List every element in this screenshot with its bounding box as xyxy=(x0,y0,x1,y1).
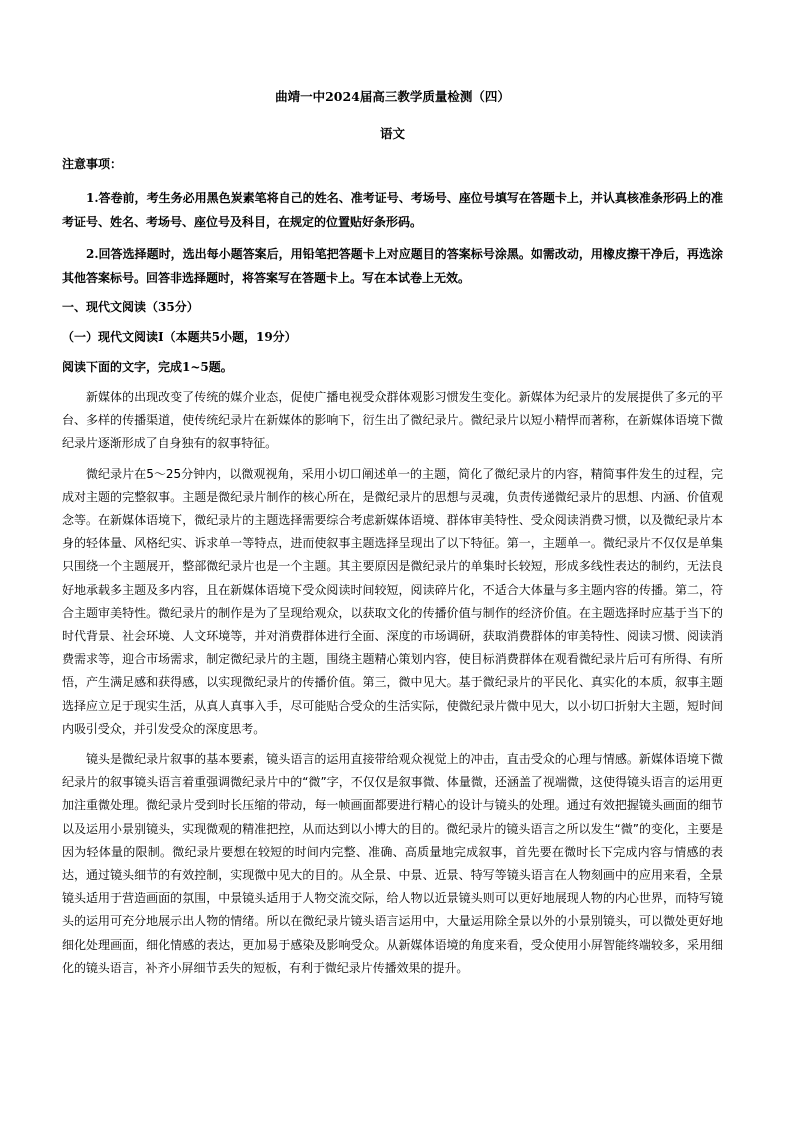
subject-title: 语文 xyxy=(379,126,405,141)
notice-item-1: 1.答卷前，考生务必用黑色炭素笔将自己的姓名、准考证号、考场号、座位号填写在答题卡上，并认真核准条形码上的准考证号、姓名、考场号、座位号及科目，在规定的位置贴好条形码。 xyxy=(62,191,723,229)
notice-item-2: 2.回答选择题时，选出每小题答案后，用铅笔把答题卡上对应题目的答案标号涂黑。如需改动，用橡皮擦干净后，再选涂其他答案标号。回答非选择题时，将答案写在答题卡上。写在本试卷上无效。 xyxy=(62,247,723,285)
article-paragraph: 新媒体的出现改变了传统的媒介业态，促使广播电视受众群体观影习惯发生变化。新媒体为纪录片的发展提供了多元的平台、多样的传播渠道，使传统纪录片在新媒体的影响下，衍生出了微纪录片。微纪录片以短小精悍而著称，在新媒体语境下微纪录片逐渐形成了自身独有的叙事特征。 xyxy=(62,390,723,451)
article-paragraph: 镜头是微纪录片叙事的基本要素，镜头语言的运用直接带给观众视觉上的冲击，直击受众的心理与情感。新媒体语境下微纪录片的叙事镜头语言着重强调微纪录片中的“微”字，不仅仅是叙事微、体量微，还涵盖了视端微，这使得镜头语言的运用更加注重微处理。微纪录片受到时长压缩的带动，每一帧画面都要进行精心的设计与镜头的处理。通过有效把握镜头画面的细节以及运用小景别镜头，实现微观的精准把控，从而达到以小博大的目的。微纪录片的镜头语言之所以发生“微”的变化，主要是因为轻体量的限制。微纪录片要想在较短的时间内完整、准确、高质量地完成叙事，首先要在微时长下完成内容与情感的表达，通过镜头细节的有效控制，实现微中见大的目的。从全景、中景、近景、特写等镜头语言在人物刻画中的应用来看，全景镜头适用于营造画面的氛围，中景镜头适用于人物交流交际，给人物以近景镜头则可以更好地展现人物的内心世界，而特写镜头的运用可充分地展示出人物的情绪。所以在微纪录片镜头语言运用中，大量运用除全景以外的小景别镜头，可以微处更好地细化处理画面，细化情感的表达，更加易于感染及影响受众。从新媒体语境的角度来看，受众使用小屏智能终端较多，采用细化的镜头语言，补齐小屏细节丢失的短板，有利于微纪录片传播效果的提升。 xyxy=(62,752,723,975)
subsection-heading: （一）现代文阅读Ⅰ（本题共5小题，19分） xyxy=(62,330,297,344)
section-heading: 一、现代文阅读（35分） xyxy=(62,300,199,314)
reading-instruction: 阅读下面的文字，完成1~5题。 xyxy=(62,360,233,374)
exam-title: 曲靖一中2024届高三教学质量检测（四） xyxy=(275,89,510,104)
article-paragraph: 微纪录片在5～25分钟内，以微观视角，采用小切口阐述单一的主题，简化了微纪录片的内容，精简事件发生的过程，完成对主题的完整叙事。主题是微纪录片制作的核心所在，是微纪录片的思想与灵魂，负责传递微纪录片的思想、内涵、价值观念等。在新媒体语境下，微纪录片的主题选择需要综合考虑新媒体语境、群体审美特性、受众阅读消费习惯，以及微纪录片本身的轻体量、风格纪实、诉求单一等特点，进而使叙事主题选择呈现出了以下特征。第一，主题单一。微纪录片不仅仅是单集只围绕一个主题展开，整部微纪录片也是一个主题。其主要原因是微纪录片的单集时长较短，形成多线性表达的制约，无法良好地承载多主题及多内容，且在新媒体语境下受众阅读时间较短，阅读碎片化，不适合大体量与多主题内容的传播。第二，符合主题审美特性。微纪录片的制作是为了呈现给观众，以获取文化的传播价值与制作的经济价值。在主题选择时应基于当下的时代背景、社会环境、人文环境等，并对消费群体进行全面、深度的市场调研，获取消费群体的审美特性、阅读习惯、阅读消费需求等，迎合市场需求，制定微纪录片的主题，围绕主题精心策划内容，使目标消费群体在观看微纪录片后可有所得、有所悟，产生满足感和获得感，以实现微纪录片的传播价值。第三，微中见大。基于微纪录片的平民化、真实化的本质，叙事主题选择应立足于现实生活，从真人真事入手，尽可能贴合受众的生活实际，使微纪录片微中见大，以小切口折射大主题，短时间内吸引受众，并引发受众的深度思考。 xyxy=(62,466,723,736)
notice-heading: 注意事项： xyxy=(62,157,123,171)
